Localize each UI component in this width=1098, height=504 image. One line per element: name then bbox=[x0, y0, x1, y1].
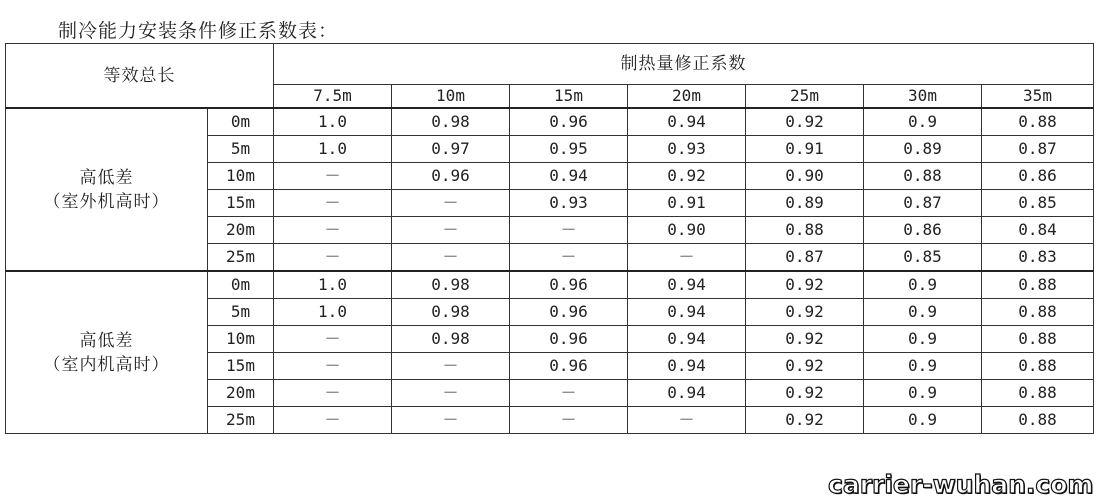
factor-cell: － bbox=[510, 407, 628, 434]
factor-cell: 0.96 bbox=[510, 353, 628, 380]
factor-cell: 0.92 bbox=[746, 407, 864, 434]
height-difference-cell: 25m bbox=[208, 244, 274, 272]
factor-cell: 0.88 bbox=[746, 217, 864, 244]
factor-cell: － bbox=[274, 326, 392, 353]
factor-cell: － bbox=[392, 190, 510, 217]
factor-cell: 0.9 bbox=[864, 380, 982, 407]
factor-cell: 0.86 bbox=[864, 217, 982, 244]
factor-cell: － bbox=[392, 244, 510, 272]
factor-cell: 0.94 bbox=[628, 299, 746, 326]
corner-header-equivalent-length: 等效总长 bbox=[6, 44, 274, 109]
factor-cell: － bbox=[274, 244, 392, 272]
factor-cell: － bbox=[392, 217, 510, 244]
factor-cell: 0.98 bbox=[392, 108, 510, 136]
height-difference-cell: 10m bbox=[208, 326, 274, 353]
factor-cell: 0.9 bbox=[864, 407, 982, 434]
factor-cell: 0.84 bbox=[982, 217, 1094, 244]
factor-cell: 0.94 bbox=[628, 326, 746, 353]
factor-cell: 0.96 bbox=[510, 271, 628, 299]
height-difference-cell: 0m bbox=[208, 108, 274, 136]
factor-cell: － bbox=[628, 244, 746, 272]
height-difference-cell: 20m bbox=[208, 380, 274, 407]
header-heating-correction-factor: 制热量修正系数 bbox=[274, 44, 1094, 85]
factor-cell: 0.92 bbox=[746, 108, 864, 136]
height-difference-cell: 10m bbox=[208, 163, 274, 190]
factor-cell: 0.92 bbox=[746, 271, 864, 299]
factor-cell: 0.9 bbox=[864, 326, 982, 353]
factor-cell: － bbox=[510, 244, 628, 272]
length-header-cell: 35m bbox=[982, 85, 1094, 109]
factor-cell: － bbox=[392, 407, 510, 434]
factor-cell: 1.0 bbox=[274, 108, 392, 136]
length-header-cell: 15m bbox=[510, 85, 628, 109]
height-difference-cell: 20m bbox=[208, 217, 274, 244]
factor-cell: － bbox=[510, 380, 628, 407]
length-header-cell: 30m bbox=[864, 85, 982, 109]
height-difference-cell: 5m bbox=[208, 299, 274, 326]
height-difference-cell: 5m bbox=[208, 136, 274, 163]
table-row bbox=[6, 108, 1094, 136]
factor-cell: 0.96 bbox=[392, 163, 510, 190]
height-difference-cell: 15m bbox=[208, 190, 274, 217]
factor-cell: 0.9 bbox=[864, 299, 982, 326]
factor-cell: － bbox=[510, 217, 628, 244]
factor-cell: 0.88 bbox=[982, 108, 1094, 136]
factor-cell: 0.89 bbox=[864, 136, 982, 163]
factor-cell: 0.87 bbox=[746, 244, 864, 272]
length-header-cell: 25m bbox=[746, 85, 864, 109]
factor-cell: 0.92 bbox=[746, 299, 864, 326]
group-label-line1: 高低差 bbox=[79, 167, 134, 188]
factor-cell: － bbox=[274, 163, 392, 190]
factor-cell: 0.9 bbox=[864, 271, 982, 299]
factor-cell: 0.89 bbox=[746, 190, 864, 217]
height-difference-cell: 25m bbox=[208, 407, 274, 434]
factor-cell: 0.86 bbox=[982, 163, 1094, 190]
factor-cell: 0.95 bbox=[510, 136, 628, 163]
table-row bbox=[6, 271, 1094, 299]
factor-cell: － bbox=[392, 380, 510, 407]
factor-cell: 0.87 bbox=[982, 136, 1094, 163]
group-label-outdoor-higher bbox=[6, 108, 208, 271]
factor-cell: 0.96 bbox=[510, 299, 628, 326]
factor-cell: － bbox=[392, 353, 510, 380]
factor-cell: 0.85 bbox=[864, 244, 982, 272]
factor-cell: － bbox=[274, 380, 392, 407]
factor-cell: 0.94 bbox=[628, 271, 746, 299]
table-caption: 制冷能力安装条件修正系数表： bbox=[58, 20, 339, 42]
factor-cell: 0.88 bbox=[982, 299, 1094, 326]
factor-cell: － bbox=[274, 353, 392, 380]
factor-cell: 0.98 bbox=[392, 271, 510, 299]
factor-cell: － bbox=[274, 407, 392, 434]
factor-cell: 0.96 bbox=[510, 326, 628, 353]
factor-cell: 0.88 bbox=[982, 407, 1094, 434]
factor-cell: 1.0 bbox=[274, 271, 392, 299]
height-difference-cell: 15m bbox=[208, 353, 274, 380]
factor-cell: 0.88 bbox=[864, 163, 982, 190]
factor-cell: 1.0 bbox=[274, 299, 392, 326]
header-row-top bbox=[6, 44, 1094, 85]
factor-cell: 0.93 bbox=[628, 136, 746, 163]
factor-cell: 0.88 bbox=[982, 326, 1094, 353]
factor-cell: 0.88 bbox=[982, 353, 1094, 380]
height-difference-cell: 0m bbox=[208, 271, 274, 299]
group-label-line2: （室内机高时） bbox=[43, 354, 170, 375]
group-label-line2: （室外机高时） bbox=[43, 191, 170, 212]
factor-cell: 0.87 bbox=[864, 190, 982, 217]
factor-cell: 0.96 bbox=[510, 108, 628, 136]
table-body bbox=[6, 44, 1094, 434]
factor-cell: 0.97 bbox=[392, 136, 510, 163]
factor-cell: 0.90 bbox=[746, 163, 864, 190]
length-header-cell: 20m bbox=[628, 85, 746, 109]
factor-cell: 0.90 bbox=[628, 217, 746, 244]
factor-cell: 0.9 bbox=[864, 353, 982, 380]
factor-cell: 0.83 bbox=[982, 244, 1094, 272]
factor-cell: 0.88 bbox=[982, 380, 1094, 407]
factor-cell: － bbox=[274, 190, 392, 217]
factor-cell: 0.94 bbox=[628, 380, 746, 407]
factor-cell: 0.92 bbox=[746, 326, 864, 353]
factor-cell: 0.94 bbox=[628, 353, 746, 380]
factor-cell: 0.92 bbox=[746, 380, 864, 407]
length-header-cell: 10m bbox=[392, 85, 510, 109]
factor-cell: 0.98 bbox=[392, 299, 510, 326]
group-label-line1: 高低差 bbox=[79, 330, 134, 351]
factor-cell: － bbox=[628, 407, 746, 434]
factor-cell: 0.94 bbox=[510, 163, 628, 190]
site-watermark: carrier-wuhan.com bbox=[828, 470, 1094, 499]
factor-cell: 0.9 bbox=[864, 108, 982, 136]
correction-factor-table bbox=[5, 43, 1094, 434]
factor-cell: 0.88 bbox=[982, 271, 1094, 299]
factor-cell: 0.85 bbox=[982, 190, 1094, 217]
length-header-cell: 7.5m bbox=[274, 85, 392, 109]
group-label-indoor-higher bbox=[6, 271, 208, 434]
factor-cell: － bbox=[274, 217, 392, 244]
factor-cell: 0.91 bbox=[746, 136, 864, 163]
factor-cell: 0.92 bbox=[628, 163, 746, 190]
factor-cell: 0.98 bbox=[392, 326, 510, 353]
factor-cell: 0.94 bbox=[628, 108, 746, 136]
factor-cell: 0.92 bbox=[746, 353, 864, 380]
factor-cell: 0.93 bbox=[510, 190, 628, 217]
factor-cell: 1.0 bbox=[274, 136, 392, 163]
factor-cell: 0.91 bbox=[628, 190, 746, 217]
